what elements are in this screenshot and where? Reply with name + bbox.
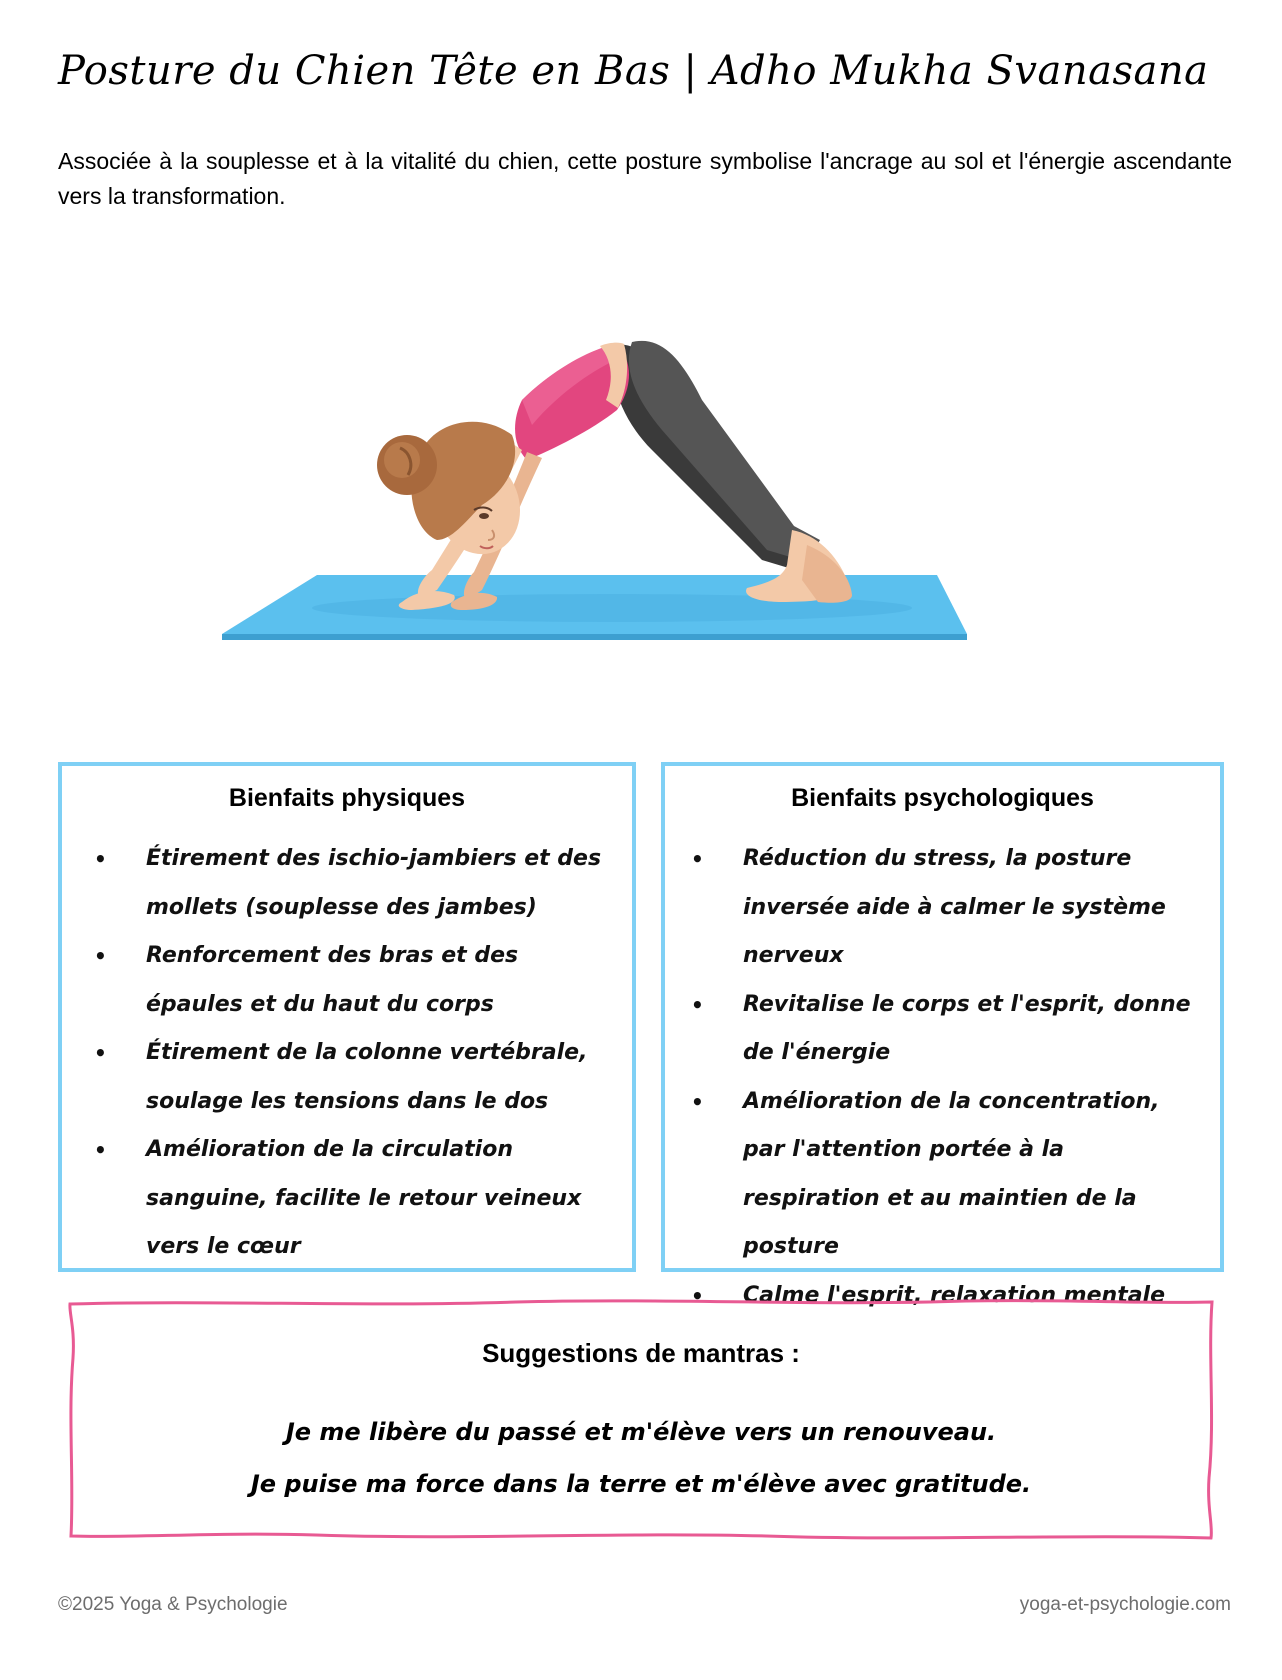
list-item: • Amélioration de la circulation sanguine, facilite le retour veineux vers le cœur xyxy=(146,1126,614,1272)
mantra-panel xyxy=(66,1298,1216,1542)
list-item: • Amélioration de la concentration, par l'attention portée à la respiration et au maintien de la posture xyxy=(743,1078,1208,1272)
yogi-figure xyxy=(377,341,852,610)
list-item: • Étirement de la colonne vertébrale, soulage les tensions dans le dos xyxy=(146,1029,614,1126)
intro-paragraph: Associée à la souplesse et à la vitalité du chien, cette posture symbolise l'ancrage au sol et l'énergie ascendante vers la transformation. xyxy=(58,148,1232,209)
list-item: • Calme l'esprit, relaxation mentale xyxy=(743,1272,1208,1321)
yoga-mat xyxy=(222,575,967,640)
bullet-icon: • xyxy=(691,847,704,871)
footer-copyright: ©2025 Yoga & Psychologie xyxy=(58,1594,288,1615)
bullet-icon: • xyxy=(94,1138,107,1162)
page-title: Posture du Chien Tête en Bas | Adho Mukha Svanasana xyxy=(58,48,1209,94)
bullet-icon: • xyxy=(691,992,704,1017)
bullet-icon: • xyxy=(94,1041,107,1065)
physical-benefits-list xyxy=(62,835,632,1272)
mantra-line-2: Je puise ma force dans la terre et m'élève avec gratitude. xyxy=(250,1470,1032,1498)
list-item: • Revitalise le corps et l'esprit, donne de l'énergie xyxy=(743,981,1208,1078)
list-item: • Réduction du stress, la posture inversée aide à calmer le système nerveux xyxy=(743,835,1208,981)
mantra-heading: Suggestions de mantras : xyxy=(482,1338,800,1368)
psychological-benefits-panel xyxy=(661,762,1224,1308)
mantra-line-1: Je me libère du passé et m'élève vers un renouveau. xyxy=(285,1418,997,1446)
bullet-icon: • xyxy=(691,1089,704,1114)
psychological-benefits-list xyxy=(665,835,1220,1320)
psychological-benefits-heading: Bienfaits psychologiques xyxy=(791,784,1094,812)
downward-dog-illustration xyxy=(222,340,1042,690)
bullet-icon: • xyxy=(94,847,107,871)
list-item: • Étirement des ischio-jambiers et des mollets (souplesse des jambes) xyxy=(146,835,614,932)
physical-benefits-heading: Bienfaits physiques xyxy=(228,784,466,812)
list-item: • Renforcement des bras et des épaules et du haut du corps xyxy=(146,932,614,1029)
bullet-icon: • xyxy=(691,1283,704,1308)
physical-benefits-panel xyxy=(58,762,636,1272)
bullet-icon: • xyxy=(94,944,107,968)
footer-website: yoga-et-psychologie.com xyxy=(1019,1594,1231,1615)
